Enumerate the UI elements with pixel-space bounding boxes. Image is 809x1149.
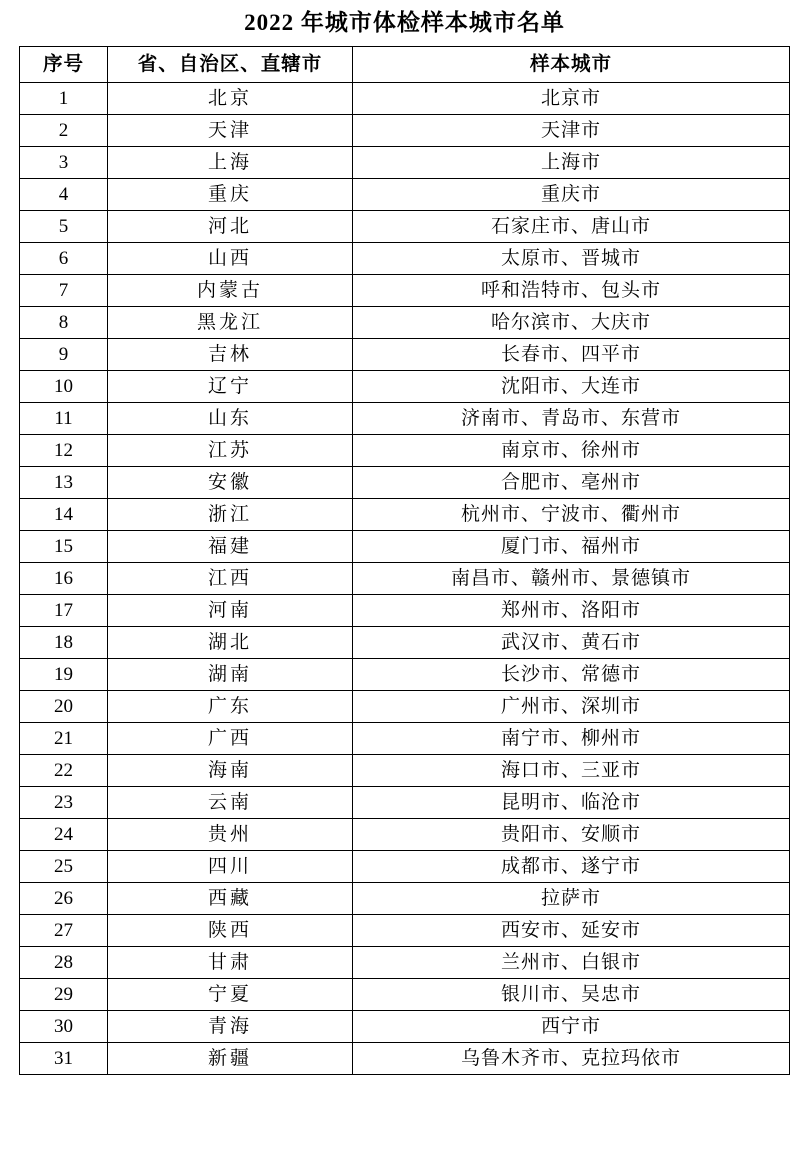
cell-province: 重庆 xyxy=(108,178,353,210)
cell-province: 天津 xyxy=(108,114,353,146)
cell-index: 11 xyxy=(20,402,108,434)
cell-province: 吉林 xyxy=(108,338,353,370)
table-row xyxy=(20,594,790,626)
cell-sample-cities: 济南市、青岛市、东营市 xyxy=(353,402,790,434)
cell-province: 上海 xyxy=(108,146,353,178)
cell-index: 6 xyxy=(20,242,108,274)
column-header-province: 省、自治区、直辖市 xyxy=(108,46,353,82)
cell-province: 陕西 xyxy=(108,914,353,946)
cell-sample-cities: 昆明市、临沧市 xyxy=(353,786,790,818)
cell-sample-cities: 天津市 xyxy=(353,114,790,146)
cell-index: 22 xyxy=(20,754,108,786)
cell-province: 甘肃 xyxy=(108,946,353,978)
cell-index: 9 xyxy=(20,338,108,370)
cell-sample-cities: 西宁市 xyxy=(353,1010,790,1042)
cell-sample-cities: 兰州市、白银市 xyxy=(353,946,790,978)
cell-sample-cities: 郑州市、洛阳市 xyxy=(353,594,790,626)
cell-index: 14 xyxy=(20,498,108,530)
table-row xyxy=(20,434,790,466)
table-row xyxy=(20,722,790,754)
cell-sample-cities: 西安市、延安市 xyxy=(353,914,790,946)
cell-sample-cities: 石家庄市、唐山市 xyxy=(353,210,790,242)
cell-province: 湖南 xyxy=(108,658,353,690)
cell-sample-cities: 南京市、徐州市 xyxy=(353,434,790,466)
table-row xyxy=(20,562,790,594)
column-header-no: 序号 xyxy=(20,46,108,82)
table-row xyxy=(20,754,790,786)
table-row xyxy=(20,658,790,690)
cell-index: 15 xyxy=(20,530,108,562)
cell-index: 24 xyxy=(20,818,108,850)
cell-province: 河南 xyxy=(108,594,353,626)
cell-index: 2 xyxy=(20,114,108,146)
cell-province: 黑龙江 xyxy=(108,306,353,338)
cell-index: 1 xyxy=(20,82,108,114)
cell-sample-cities: 厦门市、福州市 xyxy=(353,530,790,562)
table-row xyxy=(20,626,790,658)
table-row xyxy=(20,114,790,146)
page-title: 2022 年城市体检样本城市名单 xyxy=(244,10,565,35)
table-header xyxy=(20,46,790,82)
table-row xyxy=(20,978,790,1010)
cell-province: 青海 xyxy=(108,1010,353,1042)
cell-sample-cities: 长沙市、常德市 xyxy=(353,658,790,690)
table-row xyxy=(20,1010,790,1042)
cell-province: 广西 xyxy=(108,722,353,754)
cell-index: 27 xyxy=(20,914,108,946)
table-row xyxy=(20,946,790,978)
cell-province: 西藏 xyxy=(108,882,353,914)
table-row xyxy=(20,882,790,914)
column-header-city: 样本城市 xyxy=(353,46,790,82)
cell-province: 北京 xyxy=(108,82,353,114)
cell-index: 8 xyxy=(20,306,108,338)
table-row xyxy=(20,210,790,242)
cell-index: 4 xyxy=(20,178,108,210)
cell-sample-cities: 长春市、四平市 xyxy=(353,338,790,370)
cell-index: 23 xyxy=(20,786,108,818)
cell-sample-cities: 呼和浩特市、包头市 xyxy=(353,274,790,306)
cell-index: 5 xyxy=(20,210,108,242)
table-row xyxy=(20,914,790,946)
cell-province: 四川 xyxy=(108,850,353,882)
cell-index: 26 xyxy=(20,882,108,914)
table-row xyxy=(20,402,790,434)
cell-sample-cities: 合肥市、亳州市 xyxy=(353,466,790,498)
cell-province: 湖北 xyxy=(108,626,353,658)
cell-sample-cities: 上海市 xyxy=(353,146,790,178)
cell-index: 31 xyxy=(20,1042,108,1074)
cell-sample-cities: 成都市、遂宁市 xyxy=(353,850,790,882)
table-row xyxy=(20,274,790,306)
cell-sample-cities: 拉萨市 xyxy=(353,882,790,914)
table-body xyxy=(20,82,790,1074)
table-row xyxy=(20,242,790,274)
cell-sample-cities: 南昌市、赣州市、景德镇市 xyxy=(353,562,790,594)
cell-province: 山东 xyxy=(108,402,353,434)
cell-sample-cities: 杭州市、宁波市、衢州市 xyxy=(353,498,790,530)
cell-province: 广东 xyxy=(108,690,353,722)
cell-sample-cities: 重庆市 xyxy=(353,178,790,210)
table-row xyxy=(20,178,790,210)
cell-sample-cities: 南宁市、柳州市 xyxy=(353,722,790,754)
table-row xyxy=(20,82,790,114)
table-row xyxy=(20,1042,790,1074)
cell-province: 内蒙古 xyxy=(108,274,353,306)
cell-index: 12 xyxy=(20,434,108,466)
cell-province: 福建 xyxy=(108,530,353,562)
cell-index: 28 xyxy=(20,946,108,978)
cell-province: 山西 xyxy=(108,242,353,274)
cell-index: 30 xyxy=(20,1010,108,1042)
cell-sample-cities: 广州市、深圳市 xyxy=(353,690,790,722)
cell-province: 宁夏 xyxy=(108,978,353,1010)
cell-index: 25 xyxy=(20,850,108,882)
cell-province: 安徽 xyxy=(108,466,353,498)
cell-province: 海南 xyxy=(108,754,353,786)
cell-index: 7 xyxy=(20,274,108,306)
cell-sample-cities: 贵阳市、安顺市 xyxy=(353,818,790,850)
cell-index: 21 xyxy=(20,722,108,754)
cell-province: 江苏 xyxy=(108,434,353,466)
table-row xyxy=(20,498,790,530)
cell-index: 3 xyxy=(20,146,108,178)
cell-province: 江西 xyxy=(108,562,353,594)
table-row xyxy=(20,338,790,370)
cell-province: 河北 xyxy=(108,210,353,242)
cell-province: 云南 xyxy=(108,786,353,818)
table-row xyxy=(20,306,790,338)
cell-index: 20 xyxy=(20,690,108,722)
table-row xyxy=(20,466,790,498)
table-row xyxy=(20,850,790,882)
table-row xyxy=(20,146,790,178)
table-header-row xyxy=(20,46,790,82)
cell-index: 10 xyxy=(20,370,108,402)
table-row xyxy=(20,786,790,818)
cell-index: 17 xyxy=(20,594,108,626)
sample-city-table xyxy=(19,46,790,1075)
cell-sample-cities: 沈阳市、大连市 xyxy=(353,370,790,402)
cell-sample-cities: 乌鲁木齐市、克拉玛依市 xyxy=(353,1042,790,1074)
cell-index: 13 xyxy=(20,466,108,498)
cell-index: 19 xyxy=(20,658,108,690)
cell-province: 浙江 xyxy=(108,498,353,530)
cell-sample-cities: 北京市 xyxy=(353,82,790,114)
cell-index: 18 xyxy=(20,626,108,658)
cell-sample-cities: 海口市、三亚市 xyxy=(353,754,790,786)
cell-sample-cities: 哈尔滨市、大庆市 xyxy=(353,306,790,338)
cell-index: 16 xyxy=(20,562,108,594)
table-row xyxy=(20,818,790,850)
cell-province: 新疆 xyxy=(108,1042,353,1074)
cell-sample-cities: 太原市、晋城市 xyxy=(353,242,790,274)
table-row xyxy=(20,530,790,562)
cell-index: 29 xyxy=(20,978,108,1010)
cell-province: 贵州 xyxy=(108,818,353,850)
table-row xyxy=(20,690,790,722)
cell-province: 辽宁 xyxy=(108,370,353,402)
cell-sample-cities: 银川市、吴忠市 xyxy=(353,978,790,1010)
cell-sample-cities: 武汉市、黄石市 xyxy=(353,626,790,658)
table-row xyxy=(20,370,790,402)
